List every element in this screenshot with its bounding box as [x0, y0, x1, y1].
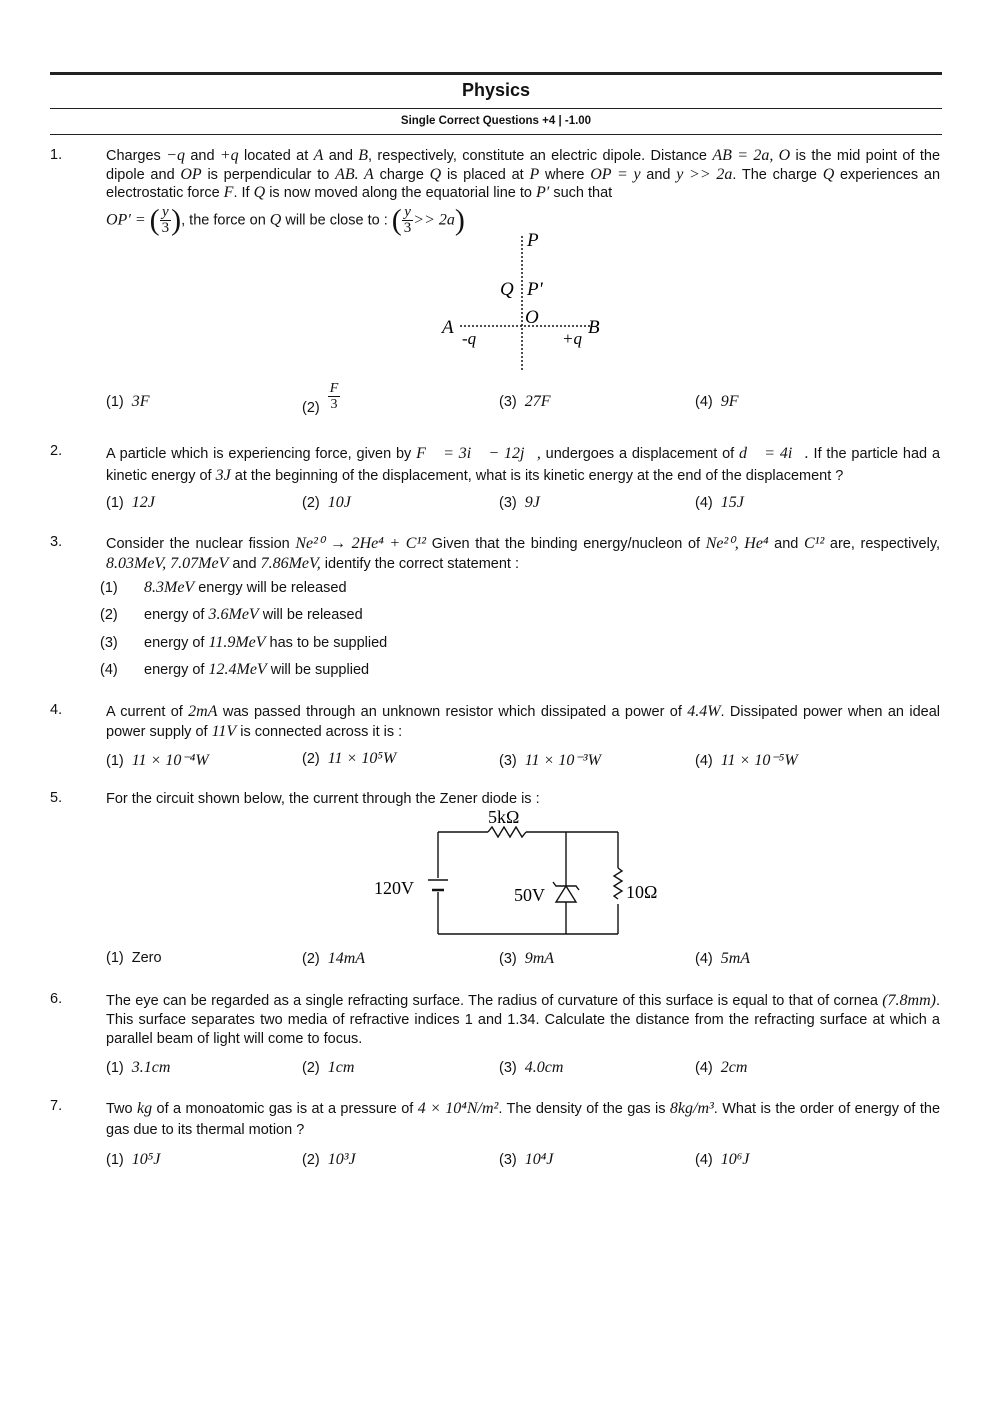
question-2-options [106, 494, 896, 516]
question-text: Consider the nuclear fission Ne²⁰ → 2He⁴ + C¹² Given that the binding energy/nucleon of Ne²⁰, He⁴ and C¹² are, respectively, 8.03MeV, 7.07MeV and 7.86MeV, identify the correct statement : [106, 535, 941, 572]
option-4[interactable]: (4) 11 × 10⁻⁵W [695, 752, 798, 769]
question-3-option-4[interactable]: (4) energy of 12.4MeV will be supplied [100, 661, 370, 678]
label-o: O [525, 307, 539, 328]
option-1[interactable]: (1) 3F [106, 393, 150, 410]
option-2[interactable]: (2) 10³J [302, 1151, 356, 1168]
option-4[interactable]: (4) 9F [695, 393, 739, 410]
option-2[interactable]: (2) 1cm [302, 1059, 355, 1076]
option-2[interactable]: (2) 14mA [302, 950, 366, 967]
question-3-option-1[interactable]: (1) 8.3MeV energy will be released [100, 579, 347, 596]
question-6 [50, 991, 940, 1049]
question-2 [50, 443, 940, 487]
label-source: 120V [374, 878, 414, 898]
question-3 [50, 534, 940, 574]
label-plus-q: +q [562, 329, 582, 348]
option-4[interactable]: (4) 5mA [695, 950, 751, 967]
question-number: 1. [50, 147, 63, 163]
option-4[interactable]: (4) 15J [695, 494, 744, 511]
option-3[interactable]: (3) 27F [499, 393, 551, 410]
option-3[interactable]: (3) 4.0cm [499, 1059, 564, 1076]
option-3[interactable]: (3) 10⁴J [499, 1151, 554, 1168]
label-r2: 10Ω [626, 882, 658, 902]
question-3-option-3[interactable]: (3) energy of 11.9MeV has to be supplied [100, 634, 388, 651]
question-1-options [106, 381, 896, 417]
label-p-prime: P' [527, 279, 543, 300]
question-4 [50, 702, 940, 742]
header-top-rule [50, 72, 942, 75]
question-text: A particle which is experiencing force, given by F⃗ = 3i⃗ − 12j⃗, undergoes a displacement of d⃗ = 4i⃗. If the particle had a kinetic energy of 3J at the beginning of the displacement, what is its kinetic energy at the end of the displacement ? [106, 445, 941, 484]
option-2[interactable]: (2) 10J [302, 494, 351, 511]
option-4[interactable]: (4) 10⁶J [695, 1151, 750, 1168]
option-1[interactable]: (1) Zero [106, 950, 162, 966]
question-number: 7. [50, 1098, 63, 1114]
question-7 [50, 1098, 940, 1141]
question-number: 4. [50, 702, 63, 718]
label-r1: 5kΩ [488, 807, 520, 827]
option-3[interactable]: (3) 9J [499, 494, 540, 511]
question-number: 3. [50, 534, 63, 550]
question-6-options [106, 1059, 896, 1081]
option-1[interactable]: (1) 12J [106, 494, 155, 511]
option-1[interactable]: (1) 10⁵J [106, 1151, 161, 1168]
question-text: A current of 2mA was passed through an unknown resistor which dissipated a power of 4.4W. Dissipated power when an ideal power supply of 11V is connected across it is : [106, 703, 940, 740]
fraction-y-over-3-condition: $\frac{y}{3}$ [403, 203, 412, 236]
fraction-y-over-3: $\frac{y}{3}$ [161, 203, 170, 236]
header-mid-rule [50, 108, 942, 109]
question-5-options [106, 950, 896, 972]
question-number: 2. [50, 443, 63, 459]
question-text: Charges −q and +q located at A and B, respectively, constitute an electric dipole. Distance AB = 2a, O is the mid point of the dipole and OP is perpendicular to AB. A charge Q is placed at P where OP = y and y >> 2a. The charge Q experiences an electrostatic force F. If Q is now moved along the equatorial line to P′ such that OP′ = ( $\frac{y}{3}$ ), the force on Q will be close to : ( $\frac{y}{3}$ >> 2a) [106, 147, 941, 236]
question-1 [50, 147, 940, 236]
option-1[interactable]: (1) 3.1cm [106, 1059, 171, 1076]
dipole-diagram [438, 228, 608, 373]
header-bottom-rule [50, 134, 942, 135]
question-text: For the circuit shown below, the current through the Zener diode is : [106, 791, 540, 807]
option-2[interactable]: (2) $\frac{F}{3}$ [302, 381, 339, 417]
label-q: Q [500, 279, 514, 300]
option-4[interactable]: (4) 2cm [695, 1059, 748, 1076]
page-title: Physics [461, 80, 531, 100]
question-number: 5. [50, 790, 63, 806]
resistor-10 [614, 868, 622, 899]
resistor-5k [488, 827, 526, 837]
question-7-options [106, 1151, 896, 1173]
label-zener: 50V [514, 885, 545, 905]
option-3[interactable]: (3) 11 × 10⁻³W [499, 752, 601, 769]
label-p: P [527, 230, 539, 251]
option-1[interactable]: (1) 11 × 10⁻⁴W [106, 752, 209, 769]
question-3-option-2[interactable]: (2) energy of 3.6MeV will be released [100, 606, 363, 623]
option-3[interactable]: (3) 9mA [499, 950, 555, 967]
question-4-options [106, 750, 896, 772]
label-minus-q: -q [462, 329, 477, 348]
question-text: Two kg of a monoatomic gas is at a pressure of 4 × 10⁴N/m². The density of the gas is 8kg/m³. What is the order of energy of the gas due to its thermal motion ? [106, 1100, 941, 1138]
option-2[interactable]: (2) 11 × 10⁵W [302, 750, 397, 767]
question-text: The eye can be regarded as a single refracting surface. The radius of curvature of this surface is equal to that of cornea (7.8mm). This surface separates two media of refractive indices 1 and 1.34. Calculate the distance from the refracting surface at which a parallel beam of light will come to focus. [106, 992, 940, 1047]
section-subtitle: Single Correct Questions +4 | -1.00 [400, 115, 592, 127]
zener-diode [556, 886, 576, 902]
zener-circuit-diagram [370, 804, 670, 940]
question-number: 6. [50, 991, 63, 1007]
label-b: B [588, 317, 600, 338]
label-a: A [442, 317, 454, 338]
